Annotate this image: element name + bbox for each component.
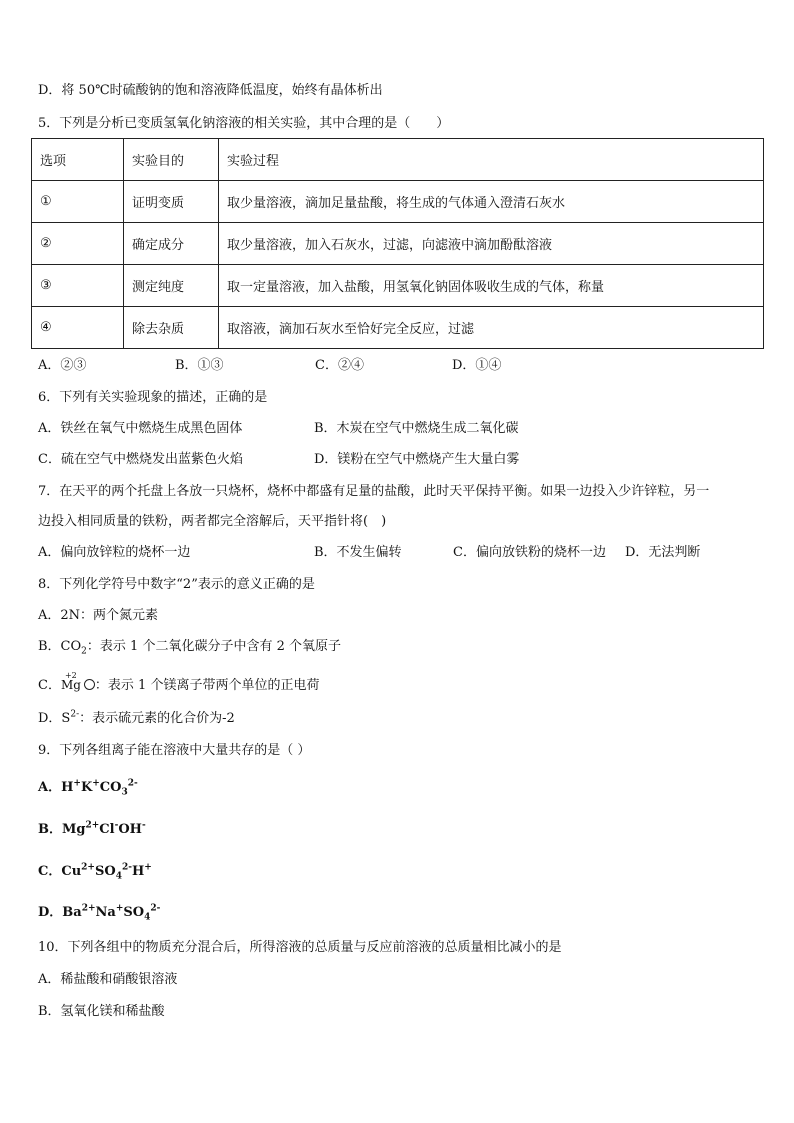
ion-charge: + xyxy=(115,903,124,914)
row-purpose: 测定纯度 xyxy=(124,265,219,307)
q7-stem-line1: 7．在天平的两个托盘上各放一只烧杯，烧杯中都盛有足量的盐酸，此时天平保持平衡。如果一边投入少许锌粒，另一 xyxy=(38,484,710,499)
q8-option-c xyxy=(38,671,320,694)
ion: OH xyxy=(118,822,142,837)
q8-option-b-prefix: B．CO xyxy=(38,639,82,654)
q6-option-c: C．硫在空气中燃烧发出蓝紫色火焰 xyxy=(38,452,243,467)
q7-option-b: B．不发生偏转 xyxy=(314,545,402,560)
option-label: A． xyxy=(38,780,62,795)
ion: Mg xyxy=(62,822,86,837)
ion-charge: + xyxy=(92,778,100,789)
q6-option-a: A．铁丝在氧气中燃烧生成黑色固体 xyxy=(38,421,243,436)
row-process: 取少量溶液，滴加足量盐酸，将生成的气体通入澄清石灰水 xyxy=(219,181,764,223)
row-option: ② xyxy=(32,223,124,265)
q6-stem: 6．下列有关实验现象的描述，正确的是 xyxy=(38,390,268,405)
row-option: ① xyxy=(32,181,124,223)
q9-option-d xyxy=(38,905,160,921)
ion: Cu xyxy=(61,864,82,879)
table-row xyxy=(32,223,764,265)
q8-option-d xyxy=(38,711,235,727)
row-purpose: 证明变质 xyxy=(124,181,219,223)
q10-option-a: A．稀盐酸和硝酸银溶液 xyxy=(38,972,178,987)
q8-stem: 8．下列化学符号中数字“2”表示的意义正确的是 xyxy=(38,577,315,592)
ion-charge: 2+ xyxy=(81,862,95,873)
q5-option-a: A．②③ xyxy=(38,358,87,373)
q9-stem: 9．下列各组离子能在溶液中大量共存的是（ ） xyxy=(38,743,311,758)
q10-stem: 10．下列各组中的物质充分混合后，所得溶液的总质量与反应前溶液的总质量相比减小的是 xyxy=(38,940,562,955)
q5-experiment-table xyxy=(31,138,764,349)
q5-option-c: C．②④ xyxy=(315,358,364,373)
table-header-row xyxy=(32,139,764,181)
row-option: ③ xyxy=(32,265,124,307)
ion: K xyxy=(80,780,93,795)
q6-option-b: B．木炭在空气中燃烧生成二氧化碳 xyxy=(314,421,519,436)
ion-subscript: 4 xyxy=(144,912,151,923)
q9-option-c xyxy=(38,864,152,880)
row-purpose: 除去杂质 xyxy=(124,307,219,349)
q8-option-a: A．2N：两个氮元素 xyxy=(38,608,159,623)
ion: CO xyxy=(99,780,122,795)
q10-option-b: B．氢氧化镁和稀盐酸 xyxy=(38,1004,165,1019)
ion: SO xyxy=(123,905,145,920)
q8-option-c-prefix: C． xyxy=(38,678,61,693)
circle-icon xyxy=(84,679,95,690)
table-row xyxy=(32,307,764,349)
ion: Cl xyxy=(99,822,115,837)
row-option: ④ xyxy=(32,307,124,349)
option-label: B． xyxy=(38,822,62,837)
ion-charge: 2- xyxy=(127,778,138,789)
header-option: 选项 xyxy=(32,139,124,181)
q8-option-c-text: ：表示 1 个镁离子带两个单位的正电荷 xyxy=(94,678,320,693)
row-process: 取少量溶液，加入石灰水，过滤，向滤液中滴加酚酞溶液 xyxy=(219,223,764,265)
q7-stem-line2: 边投入相同质量的铁粉，两者都完全溶解后，天平指针将( ) xyxy=(38,514,387,529)
q8-option-b-subscript: 2 xyxy=(81,646,87,657)
ion-charge: 2- xyxy=(121,862,132,873)
row-process: 取溶液，滴加石灰水至恰好完全反应，过滤 xyxy=(219,307,764,349)
q8-option-d-superscript: 2- xyxy=(70,709,80,720)
q5-option-b: B．①③ xyxy=(175,358,224,373)
q7-option-c: C．偏向放铁粉的烧杯一边 xyxy=(453,545,606,560)
q6-option-d: D．镁粉在空气中燃烧产生大量白雾 xyxy=(314,452,520,467)
ion-charge: + xyxy=(73,778,81,789)
q5-option-d: D．①④ xyxy=(452,358,502,373)
q9-option-b xyxy=(38,822,146,838)
ion-subscript: 3 xyxy=(121,787,128,798)
header-process: 实验过程 xyxy=(219,139,764,181)
ion: Ba xyxy=(62,905,82,920)
option-label: D． xyxy=(38,905,63,920)
ion-charge: 2- xyxy=(150,903,161,914)
q7-option-a: A．偏向放锌粒的烧杯一边 xyxy=(38,545,191,560)
row-purpose: 确定成分 xyxy=(124,223,219,265)
q7-option-d: D．无法判断 xyxy=(625,545,701,560)
option-label: C． xyxy=(38,864,62,879)
q8-option-d-text: ：表示硫元素的化合价为-2 xyxy=(79,711,235,726)
q8-option-b xyxy=(38,639,341,655)
ion-charge: - xyxy=(141,820,146,831)
ion-charge: 2+ xyxy=(85,820,100,831)
q5-stem: 5．下列是分析已变质氢氧化钠溶液的相关实验，其中合理的是（ ） xyxy=(38,116,450,131)
ion: H xyxy=(131,864,145,879)
q8-option-b-text: ：表示 1 个二氧化碳分子中含有 2 个氧原子 xyxy=(86,639,341,654)
q9-option-a xyxy=(38,780,138,796)
ion: Na xyxy=(95,905,116,920)
q8-charge-label: +2 xyxy=(64,671,77,680)
ion-charge: + xyxy=(144,862,152,873)
table-row xyxy=(32,181,764,223)
ion-subscript: 4 xyxy=(115,871,122,882)
header-purpose: 实验目的 xyxy=(124,139,219,181)
q4-option-d: D．将 50℃时硫酸钠的饱和溶液降低温度，始终有晶体析出 xyxy=(38,83,383,98)
ion-charge: 2+ xyxy=(81,903,96,914)
q8-element-label: Mg xyxy=(60,678,81,692)
ion: H xyxy=(61,780,74,795)
ion-charge: - xyxy=(114,820,119,831)
table-row xyxy=(32,265,764,307)
ion: SO xyxy=(94,864,116,879)
q8-option-d-prefix: D．S xyxy=(38,711,71,726)
row-process: 取一定量溶液，加入盐酸，用氢氧化钠固体吸收生成的气体，称量 xyxy=(219,265,764,307)
q8-magnesium-symbol xyxy=(60,671,81,693)
